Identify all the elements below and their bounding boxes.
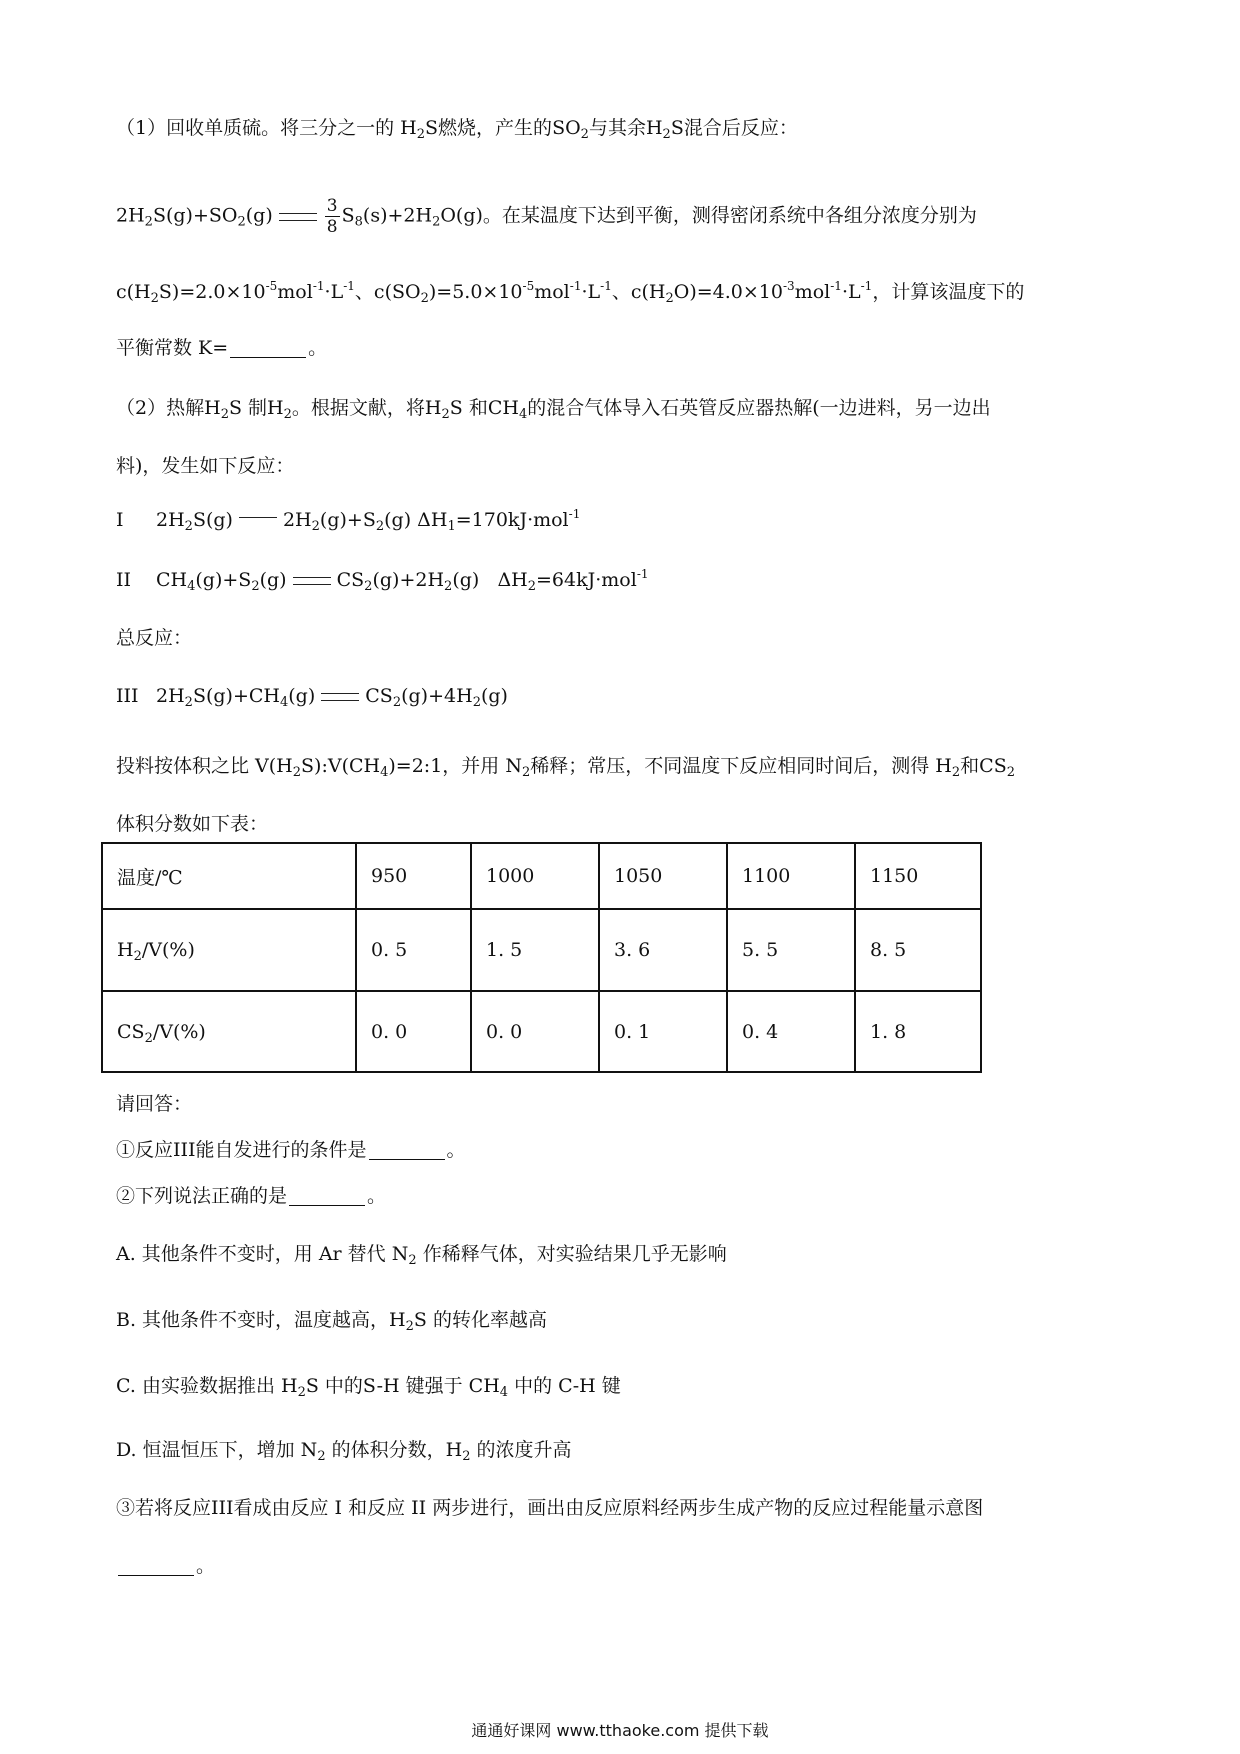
page-footer: 通通好课网 www.tthaoke.com 提供下载: [471, 1721, 769, 1740]
p2-line: （2）热解$H_2S$ 制$H_2$。根据文献，将$H_2S$ 和$CH_4$的混合气体导入石英管反应器热解(一边进料，另一边出: [116, 397, 991, 422]
question-intro: 请回答：: [116, 1093, 193, 1115]
answer-blank: [369, 1141, 445, 1160]
table-header-cell: 温度/℃: [102, 843, 356, 909]
option-a: A. 其他条件不变时，用 Ar 替代 $N_2$ 作稀释气体，对实验结果几乎无影响: [116, 1243, 727, 1268]
p1-line: （1）回收单质硫。将三分之一的 $H_2S$燃烧，产生的$SO_2$与其余$H_2S$混合后反应：: [116, 117, 798, 142]
table-cell: 0. 0: [356, 991, 471, 1072]
table-cell: 1150: [855, 843, 981, 909]
table-cell: 0. 5: [356, 909, 471, 991]
k-line: 平衡常数 K= 。: [116, 337, 328, 359]
table-cell: 5. 5: [727, 909, 855, 991]
reaction-1: I $2H_2S(g)$ $2H_2(g)+S_2(g)$ $\Delta H_1=170kJ\cdot mol^{-1}$: [116, 507, 581, 534]
data-table: [101, 842, 982, 1073]
question-2: ②下列说法正确的是 。: [116, 1185, 387, 1207]
table-cell: 0. 1: [599, 991, 727, 1072]
total-label: 总反应：: [116, 627, 193, 649]
table-cell: 0. 4: [727, 991, 855, 1072]
option-c: C. 由实验数据推出 $H_2S$ 中的S-H 键强于 $CH_4$ 中的 C-H 键: [116, 1375, 621, 1400]
table-row-label: $CS_2/V(\%)$: [102, 991, 356, 1072]
table-cell: 1050: [599, 843, 727, 909]
table-cell: 1000: [471, 843, 599, 909]
option-b: B. 其他条件不变时，温度越高，$H_2S$ 的转化率越高: [116, 1309, 547, 1334]
table-row: [102, 843, 981, 909]
reaction-arrow-icon: [239, 514, 277, 528]
question-3-blank: 。: [116, 1552, 215, 1580]
feed-line2: 体积分数如下表：: [116, 813, 269, 835]
table-cell: 3. 6: [599, 909, 727, 991]
answer-blank: [230, 339, 306, 358]
eq1-line: $2H_2S(g)+SO_2(g)$ $\frac{3}{8}$ $S_8(s)+2H_2O(g)$。在某温度下达到平衡，测得密闭系统中各组分浓度分别为: [116, 196, 977, 237]
question-3: ③若将反应III看成由反应 I 和反应 II 两步进行，画出由反应原料经两步生成产物的反应过程能量示意图: [116, 1497, 984, 1519]
question-1: ①反应III能自发进行的条件是 。: [116, 1139, 466, 1161]
feed-line: 投料按体积之比 $V(H_2S):V(CH_4)=2:1$，并用 $N_2$稀释；常压，不同温度下反应相同时间后，测得 $H_2$和$CS_2$: [116, 755, 1015, 780]
equilibrium-arrow-icon: [279, 210, 317, 224]
option-d: D. 恒温恒压下，增加 $N_2$ 的体积分数，$H_2$ 的浓度升高: [116, 1439, 572, 1464]
equilibrium-arrow-icon: [321, 690, 359, 704]
p2-line2: 料)，发生如下反应：: [116, 455, 295, 477]
table-row: [102, 909, 981, 991]
concentration-line: $c(H_2S)=2.0\times 10^{-5}mol^{-1}\cdot L^{-1}$、$c(SO_2)=5.0\times 10^{-5}mol^{-1}\cdot L^{-1}$、$c(H_2O)=4.0\times 10^{-3}mol^{-1}\cdot L^{-1}$，计算该温度下的: [116, 279, 1025, 306]
reaction-3: III $2H_2S(g)+CH_4(g)$ $CS_2(g)+4H_2(g)$: [116, 685, 508, 710]
table-row-label: $H_2/V(\%)$: [102, 909, 356, 991]
table-cell: 8. 5: [855, 909, 981, 991]
reaction-2: II $CH_4(g)+S_2(g)$ $CS_2(g)+2H_2(g)$ $\Delta H_2=64kJ\cdot mol^{-1}$: [116, 567, 649, 594]
table-cell: 1100: [727, 843, 855, 909]
table-row: [102, 991, 981, 1072]
table-cell: 1. 5: [471, 909, 599, 991]
table-cell: 0. 0: [471, 991, 599, 1072]
table-cell: 1. 8: [855, 991, 981, 1072]
answer-blank: [118, 1557, 194, 1576]
table-cell: 950: [356, 843, 471, 909]
answer-blank: [289, 1187, 365, 1206]
equilibrium-arrow-icon: [293, 574, 331, 588]
